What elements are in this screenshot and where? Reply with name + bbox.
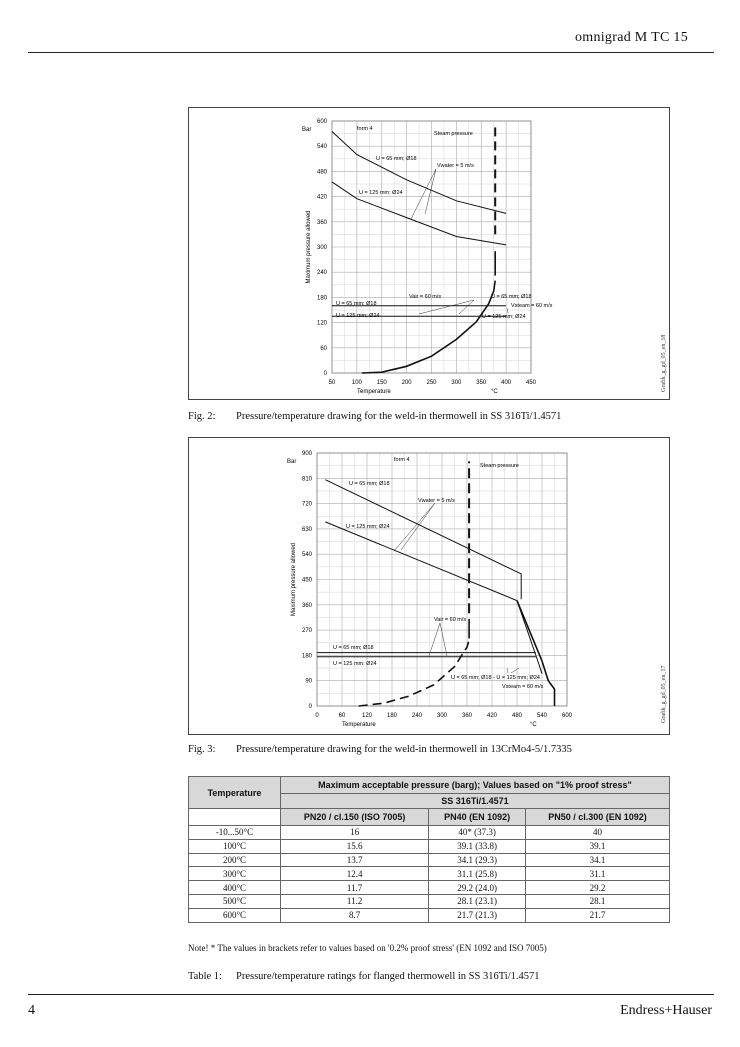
y-tick-label: 60 bbox=[320, 345, 327, 352]
fig2-caption-number: Fig. 2: bbox=[188, 411, 216, 422]
chart-annotation: U = 65 mm; Ø18 bbox=[333, 645, 374, 651]
x-tick-label: 250 bbox=[426, 380, 437, 386]
header-rule bbox=[28, 52, 714, 53]
table-cell: 13.7 bbox=[281, 853, 429, 867]
x-tick-label: 180 bbox=[386, 713, 398, 719]
chart-annotation: form 4 bbox=[394, 457, 410, 463]
x-tick-label: 240 bbox=[411, 713, 423, 719]
x-tick-label: 150 bbox=[376, 380, 387, 386]
chart-annotation: U = 65 mm; Ø18 - U = 125 mm; Ø24 bbox=[451, 675, 540, 681]
chart-annotation: Vwater = 5 m/s bbox=[418, 498, 455, 504]
x-tick-label: 100 bbox=[351, 380, 362, 386]
chart-fig3 bbox=[189, 438, 671, 736]
fig3-caption bbox=[188, 744, 572, 755]
y-tick-label: 720 bbox=[301, 501, 312, 508]
fig3-caption-number: Fig. 3: bbox=[188, 744, 216, 755]
chart-fig2 bbox=[189, 108, 671, 401]
table-cell: 31.1 bbox=[526, 867, 670, 881]
annotation-leader bbox=[411, 169, 436, 219]
y-unit-label: Bar bbox=[302, 127, 312, 133]
chart-annotation: U = 125 mm; Ø24 bbox=[359, 190, 403, 196]
table-cell: 200°C bbox=[189, 853, 281, 867]
table-cell: 500°C bbox=[189, 894, 281, 908]
y-tick-label: 810 bbox=[301, 476, 312, 483]
annotation-leader bbox=[419, 300, 474, 314]
table-header-temperature: Temperature bbox=[189, 777, 281, 809]
table-row bbox=[189, 881, 670, 895]
x-unit-label: °C bbox=[530, 722, 537, 728]
chart-annotation: Vair = 60 m/s bbox=[434, 617, 467, 623]
table-note: Note! * The values in brackets refer to values based on '0.2% proof stress' (EN 1092 and ISO 7005) bbox=[188, 943, 547, 953]
x-tick-label: 0 bbox=[315, 713, 319, 719]
table-cell: 28.1 (23.1) bbox=[429, 894, 526, 908]
chart-annotation: Steam pressure bbox=[434, 131, 473, 137]
y-tick-label: 0 bbox=[308, 704, 312, 710]
fig3-side-code: Grafik_g_gd_05_en_17 bbox=[661, 665, 667, 723]
x-tick-label: 420 bbox=[486, 713, 498, 719]
table-row bbox=[189, 839, 670, 853]
x-tick-label: 200 bbox=[401, 380, 412, 386]
x-tick-label: 480 bbox=[511, 713, 523, 719]
chart-annotation: U = 65 mm; Ø18 bbox=[336, 301, 377, 307]
table-cell: 11.7 bbox=[281, 881, 429, 895]
y-tick-label: 480 bbox=[316, 169, 327, 176]
chart-annotation: U = 125 mm; Ø24 bbox=[333, 661, 377, 667]
chart-annotation: U = 125 mm; Ø24 bbox=[482, 314, 526, 320]
annotation-leader bbox=[401, 503, 435, 550]
table-cell: 40 bbox=[526, 826, 670, 840]
y-tick-label: 120 bbox=[316, 320, 327, 327]
table-cell: 21.7 bbox=[526, 908, 670, 922]
y-tick-label: 420 bbox=[316, 194, 327, 201]
table-header-main: Maximum acceptable pressure (barg); Values based on "1% proof stress" bbox=[281, 777, 670, 794]
table-header-blank bbox=[189, 809, 281, 826]
figure-2 bbox=[188, 107, 670, 400]
x-tick-label: 540 bbox=[536, 713, 548, 719]
table-cell: 34.1 bbox=[526, 853, 670, 867]
y-tick-label: 450 bbox=[301, 577, 312, 584]
fig2-caption-text: Pressure/temperature drawing for the weld-in thermowell in SS 316Ti/1.4571 bbox=[236, 411, 562, 422]
annotation-leader bbox=[507, 308, 508, 313]
y-tick-label: 540 bbox=[301, 552, 312, 559]
y-tick-label: 180 bbox=[301, 653, 312, 660]
y-tick-label: 630 bbox=[301, 526, 312, 533]
table-cell: 29.2 (24.0) bbox=[429, 881, 526, 895]
table-cell: 28.1 bbox=[526, 894, 670, 908]
table-header-col: PN20 / cl.150 (ISO 7005) bbox=[281, 809, 429, 826]
table-cell: 21.7 (21.3) bbox=[429, 908, 526, 922]
table-cell: 300°C bbox=[189, 867, 281, 881]
table-cell: 15.6 bbox=[281, 839, 429, 853]
table-cell: 400°C bbox=[189, 881, 281, 895]
table-cell: 11.2 bbox=[281, 894, 429, 908]
annotation-leader bbox=[394, 503, 435, 551]
x-tick-label: 350 bbox=[476, 380, 487, 386]
y-axis-label: Maximum pressure allowed bbox=[291, 542, 297, 617]
fig2-side-code: Grafik_g_gd_05_en_18 bbox=[661, 334, 667, 392]
chart-annotation: U = 65 mm; Ø18 bbox=[349, 481, 390, 487]
y-tick-label: 0 bbox=[323, 371, 327, 377]
table-cell: 16 bbox=[281, 826, 429, 840]
chart-annotation: U = 125 mm; Ø24 bbox=[336, 313, 380, 319]
table-cell: 34.1 (29.3) bbox=[429, 853, 526, 867]
x-tick-label: 450 bbox=[525, 380, 537, 386]
table-cell: 39.1 (33.8) bbox=[429, 839, 526, 853]
chart-annotation: Vsteam = 60 m/s bbox=[511, 303, 553, 309]
chart-annotation: U = 125 mm; Ø24 bbox=[346, 524, 390, 530]
x-tick-label: 60 bbox=[338, 713, 346, 719]
y-axis-label: Maximum pressure allowed bbox=[306, 210, 312, 284]
table-header-material: SS 316Ti/1.4571 bbox=[281, 794, 670, 809]
table-cell: 600°C bbox=[189, 908, 281, 922]
brand-logo-text: Endress+Hauser bbox=[620, 1003, 712, 1018]
annotation-leader bbox=[440, 623, 447, 656]
x-tick-label: 360 bbox=[461, 713, 473, 719]
table-row bbox=[189, 867, 670, 881]
table-cell: 31.1 (25.8) bbox=[429, 867, 526, 881]
y-tick-label: 360 bbox=[316, 219, 327, 226]
chart-annotation: form 4 bbox=[357, 126, 373, 132]
footer-rule bbox=[28, 994, 714, 995]
x-tick-label: 600 bbox=[561, 713, 573, 719]
table-row bbox=[189, 853, 670, 867]
y-tick-label: 90 bbox=[305, 678, 312, 685]
x-axis-label: Temperature bbox=[357, 389, 391, 395]
y-tick-label: 360 bbox=[301, 602, 312, 609]
table-caption-text: Pressure/temperature ratings for flanged thermowell in SS 316Ti/1.4571 bbox=[236, 971, 540, 982]
table-cell: -10...50°C bbox=[189, 826, 281, 840]
fig3-caption-text: Pressure/temperature drawing for the weld-in thermowell in 13CrMo4-5/1.7335 bbox=[236, 744, 572, 755]
annotation-leader bbox=[511, 668, 519, 673]
series-line-6 bbox=[359, 640, 469, 706]
y-tick-label: 600 bbox=[316, 119, 327, 125]
annotation-leader bbox=[507, 668, 508, 673]
table-cell: 40* (37.3) bbox=[429, 826, 526, 840]
x-tick-label: 50 bbox=[328, 380, 336, 386]
fig2-caption bbox=[188, 411, 561, 422]
y-unit-label: Bar bbox=[287, 459, 297, 465]
table-cell: 29.2 bbox=[526, 881, 670, 895]
page-number: 4 bbox=[28, 1003, 35, 1018]
y-tick-label: 300 bbox=[316, 245, 327, 251]
chart-annotation: Steam pressure bbox=[480, 463, 519, 469]
table-cell: 8.7 bbox=[281, 908, 429, 922]
table-header-col: PN50 / cl.300 (EN 1092) bbox=[526, 809, 670, 826]
figure-3 bbox=[188, 437, 670, 735]
y-tick-label: 180 bbox=[316, 295, 327, 302]
x-tick-label: 300 bbox=[436, 713, 448, 719]
y-tick-label: 900 bbox=[301, 451, 312, 457]
chart-annotation: Vsteam = 60 m/s bbox=[502, 684, 544, 690]
table-caption-number: Table 1: bbox=[188, 971, 222, 982]
table-cell: 100°C bbox=[189, 839, 281, 853]
pressure-ratings-table bbox=[188, 776, 670, 923]
x-unit-label: °C bbox=[491, 389, 498, 395]
x-tick-label: 400 bbox=[501, 380, 512, 386]
chart-annotation: U = 65 mm; Ø18 bbox=[491, 294, 532, 300]
table-cell: 12.4 bbox=[281, 867, 429, 881]
x-tick-label: 120 bbox=[361, 713, 373, 719]
chart-annotation: Vair = 60 m/s bbox=[409, 294, 442, 300]
table-cell: 39.1 bbox=[526, 839, 670, 853]
table-header-col: PN40 (EN 1092) bbox=[429, 809, 526, 826]
chart-annotation: Vwater = 5 m/s bbox=[437, 163, 474, 169]
x-tick-label: 300 bbox=[451, 380, 462, 386]
y-tick-label: 270 bbox=[301, 628, 312, 635]
chart-annotation: U = 65 mm; Ø18 bbox=[376, 156, 417, 162]
header-title: omnigrad M TC 15 bbox=[574, 30, 688, 45]
y-tick-label: 540 bbox=[316, 144, 327, 151]
table-row bbox=[189, 894, 670, 908]
table-row bbox=[189, 826, 670, 840]
table-caption bbox=[188, 971, 539, 982]
y-tick-label: 240 bbox=[316, 270, 327, 277]
annotation-leader bbox=[429, 623, 440, 656]
x-axis-label: Temperature bbox=[342, 722, 376, 728]
table-row bbox=[189, 908, 670, 922]
